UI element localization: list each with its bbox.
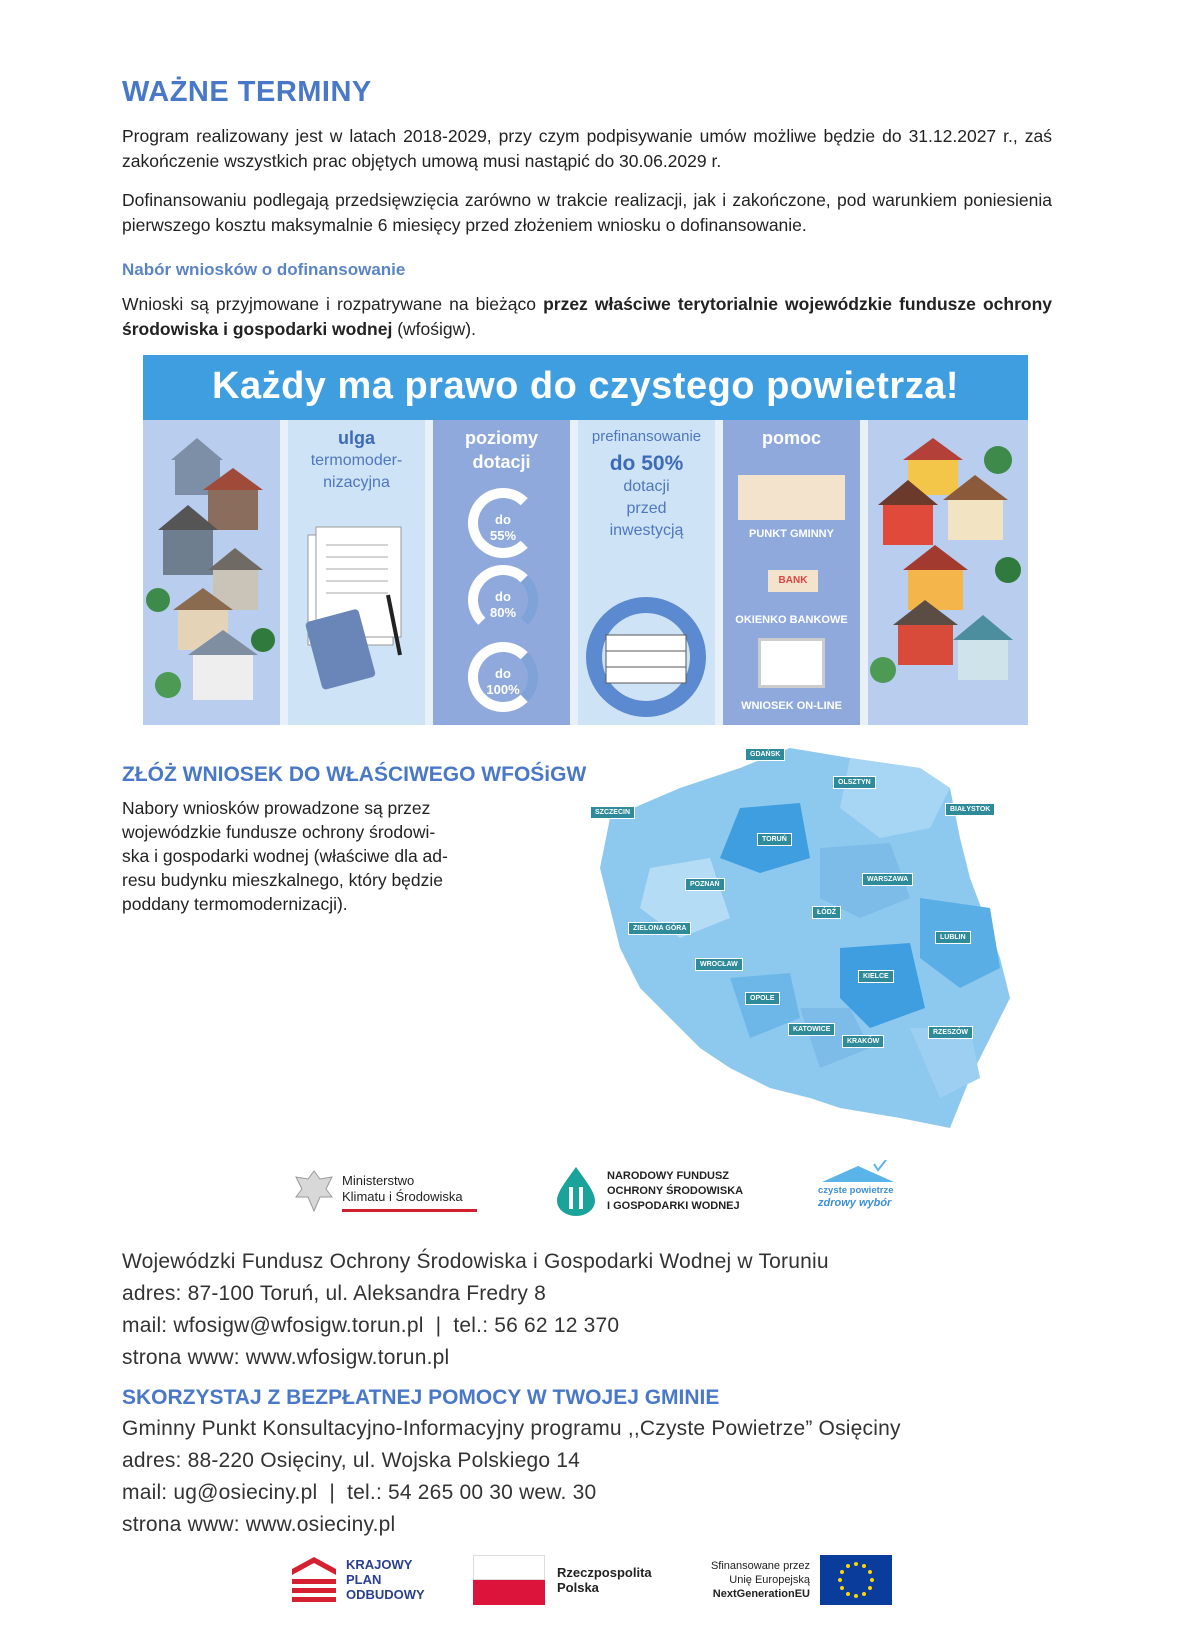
nfos-drop-icon [553,1165,599,1217]
city-label-krakow: KRAKÓW [842,1035,884,1048]
contact-gmina-www[interactable]: strona www: www.osieciny.pl [122,1513,396,1536]
contact-wfosigw-name: Wojewódzki Fundusz Ochrony Środowiska i Gospodarki Wodnej w Toruniu [122,1250,829,1273]
documents-calculator-icon [288,515,425,715]
rp-line2: Polska [557,1580,599,1595]
ministry-line2: Klimatu i Środowiska [342,1189,463,1204]
eu-flag-icon [820,1555,892,1605]
grant-levels-title-2: dotacji [472,452,531,472]
city-label-rzeszow: RZESZÓW [928,1026,973,1039]
section2-text: Nabory wniosków prowadzone są przez wojewódzkie fundusze ochrony środowi- ska i gospodarki wodnej (właściwe dla ad- resu budynku mieszkalnego, który będzie poddany termomodernizacji). [122,798,448,914]
desk-icon [738,475,845,520]
grant-ring-80: do 80% [468,565,538,635]
column-prefinancing [578,420,715,725]
paragraph-terms: Program realizowany jest w latach 2018-2029, przy czym podpisywanie umów możliwe będzie do 31.12.2027 r., zaś zakończenie wszystkich prac objętych umową musi nastąpić do 30.06.2029 r. [122,126,1052,171]
relief-label-3: nizacyjna [323,474,390,491]
eu-line3: NextGenerationEU [712,1588,810,1600]
contact-gmina-name: Gminny Punkt Konsultacyjno-Informacyjny programu ,,Czyste Powietrze” Osięciny [122,1417,901,1440]
column-thermomodernization-relief [288,420,425,725]
city-label-wroclaw: WROCŁAW [695,958,743,971]
poland-map [590,748,1045,1138]
paragraph-costs: Dofinansowaniu podlegają przedsięwzięcia zarówno w trakcie realizacji, jak i zakończone, pod warunkiem poniesienia pierwszego kosztu maksymalnie 6 miesięcy przed złożeniem wniosku o dofinansowanie. [122,190,1052,235]
logo-eu [688,1555,898,1607]
city-label-bialystok: BIAŁYSTOK [945,803,995,816]
money-stack-icon [578,595,715,725]
city-label-torun: TORUŃ [757,833,792,846]
city-label-gdansk: GDAŃSK [745,748,785,761]
contact-gmina-address: adres: 88-220 Osięciny, ul. Wojska Polskiego 14 [122,1449,581,1472]
cp-line1: czyste powietrze [818,1185,894,1196]
column-grant-levels [433,420,570,725]
help-title: pomoc [761,428,821,448]
help-municipal-point: PUNKT GMINNY [749,528,834,540]
nfos-line2: OCHRONY ŚRODOWISKA [607,1185,744,1197]
city-label-lublin: LUBLIN [935,931,971,944]
prefinancing-percent: do 50% [609,452,684,475]
prefinancing-line3: dotacji [623,478,670,495]
help-bank-window: OKIENKO BANKOWE [735,614,848,626]
kpo-line2: PLAN [346,1572,382,1587]
grant-levels-title-1: poziomy [464,428,538,448]
contact-wfosigw-www[interactable]: strona www: www.wfosigw.torun.pl [122,1346,450,1369]
contact-gmina-mail[interactable]: mail: ug@osieciny.pl | tel.: 54 265 00 30 wew. 30 [122,1481,597,1504]
grant-ring-100: do 100% [468,642,538,712]
ministry-line1: Ministerstwo [342,1173,415,1188]
eu-line2: Unię Europejską [729,1574,810,1586]
city-label-kielce: KIELCE [858,970,894,983]
contact-wfosigw-mail[interactable]: mail: wfosigw@wfosigw.torun.pl | tel.: 56 62 12 370 [122,1314,620,1337]
rp-line1: Rzeczpospolita [557,1565,652,1580]
logo-nfosigw [553,1165,763,1217]
kpo-icon [290,1555,338,1603]
ministry-underline [342,1209,477,1212]
subheading: Nabór wniosków o dofinansowanie [122,260,406,279]
nfos-line1: NARODOWY FUNDUSZ [607,1170,730,1182]
logo-ministry [292,1167,492,1215]
relief-label-2: termomoder- [310,452,403,469]
prefinancing-line4: przed [626,500,667,517]
logo-rzeczpospolita [473,1555,663,1607]
kpo-line3: ODBUDOWY [346,1587,425,1602]
city-label-warszawa: WARSZAWA [862,873,913,886]
city-label-szczecin: SZCZECIN [590,806,635,819]
paragraph-applications: Wnioski są przyjmowane i rozpatrywane na bieżąco przez właściwe terytorialnie wojewódzkie fundusze ochrony środowiska i gospodarki wodnej (wfośigw). [122,294,1052,339]
help-online-application: WNIOSEK ON-LINE [741,700,842,712]
flag-white [473,1555,545,1580]
city-label-lodz: ŁÓDŹ [812,906,841,919]
banner-title: Każdy ma prawo do czystego powietrza! [143,355,1028,420]
relief-label-1: ulga [337,428,375,448]
grant-ring-55: do 55% [468,488,538,558]
houses-illustration-left [143,420,280,725]
city-label-poznan: POZNAŃ [685,878,725,891]
logo-kpo [290,1555,450,1607]
cp-line2: zdrowy wybór [818,1197,892,1209]
infographic-banner [143,355,1028,725]
column-help [723,420,860,725]
contact-wfosigw-address: adres: 87-100 Toruń, ul. Aleksandra Fredry 8 [122,1282,546,1305]
section-heading: WAŻNE TERMINY [122,76,372,108]
eagle-icon [292,1167,336,1215]
section2-heading: ZŁÓŻ WNIOSEK DO WŁAŚCIWEGO WFOŚiGW [122,763,587,786]
logo-czyste-powietrze [818,1160,898,1215]
city-label-olsztyn: OLSZTYN [833,776,876,789]
nfos-line3: I GOSPODARKI WODNEJ [607,1200,740,1212]
kpo-line1: KRAJOWY [346,1557,413,1572]
bank-icon: BANK [768,570,818,592]
house-roof-icon [818,1160,898,1184]
prefinancing-line5: inwestycją [609,522,684,539]
laptop-icon [758,638,825,688]
houses-illustration-right [868,420,1028,725]
city-label-opole: OPOLE [745,992,780,1005]
prefinancing-label: prefinansowanie [591,428,702,445]
eu-line1: Sfinansowane przez [710,1560,810,1572]
help-heading: SKORZYSTAJ Z BEZPŁATNEJ POMOCY W TWOJEJ GMINIE [122,1386,720,1409]
city-label-zielona-gora: ZIELONA GÓRA [628,922,691,935]
city-label-katowice: KATOWICE [788,1023,835,1036]
flag-red [473,1580,545,1605]
